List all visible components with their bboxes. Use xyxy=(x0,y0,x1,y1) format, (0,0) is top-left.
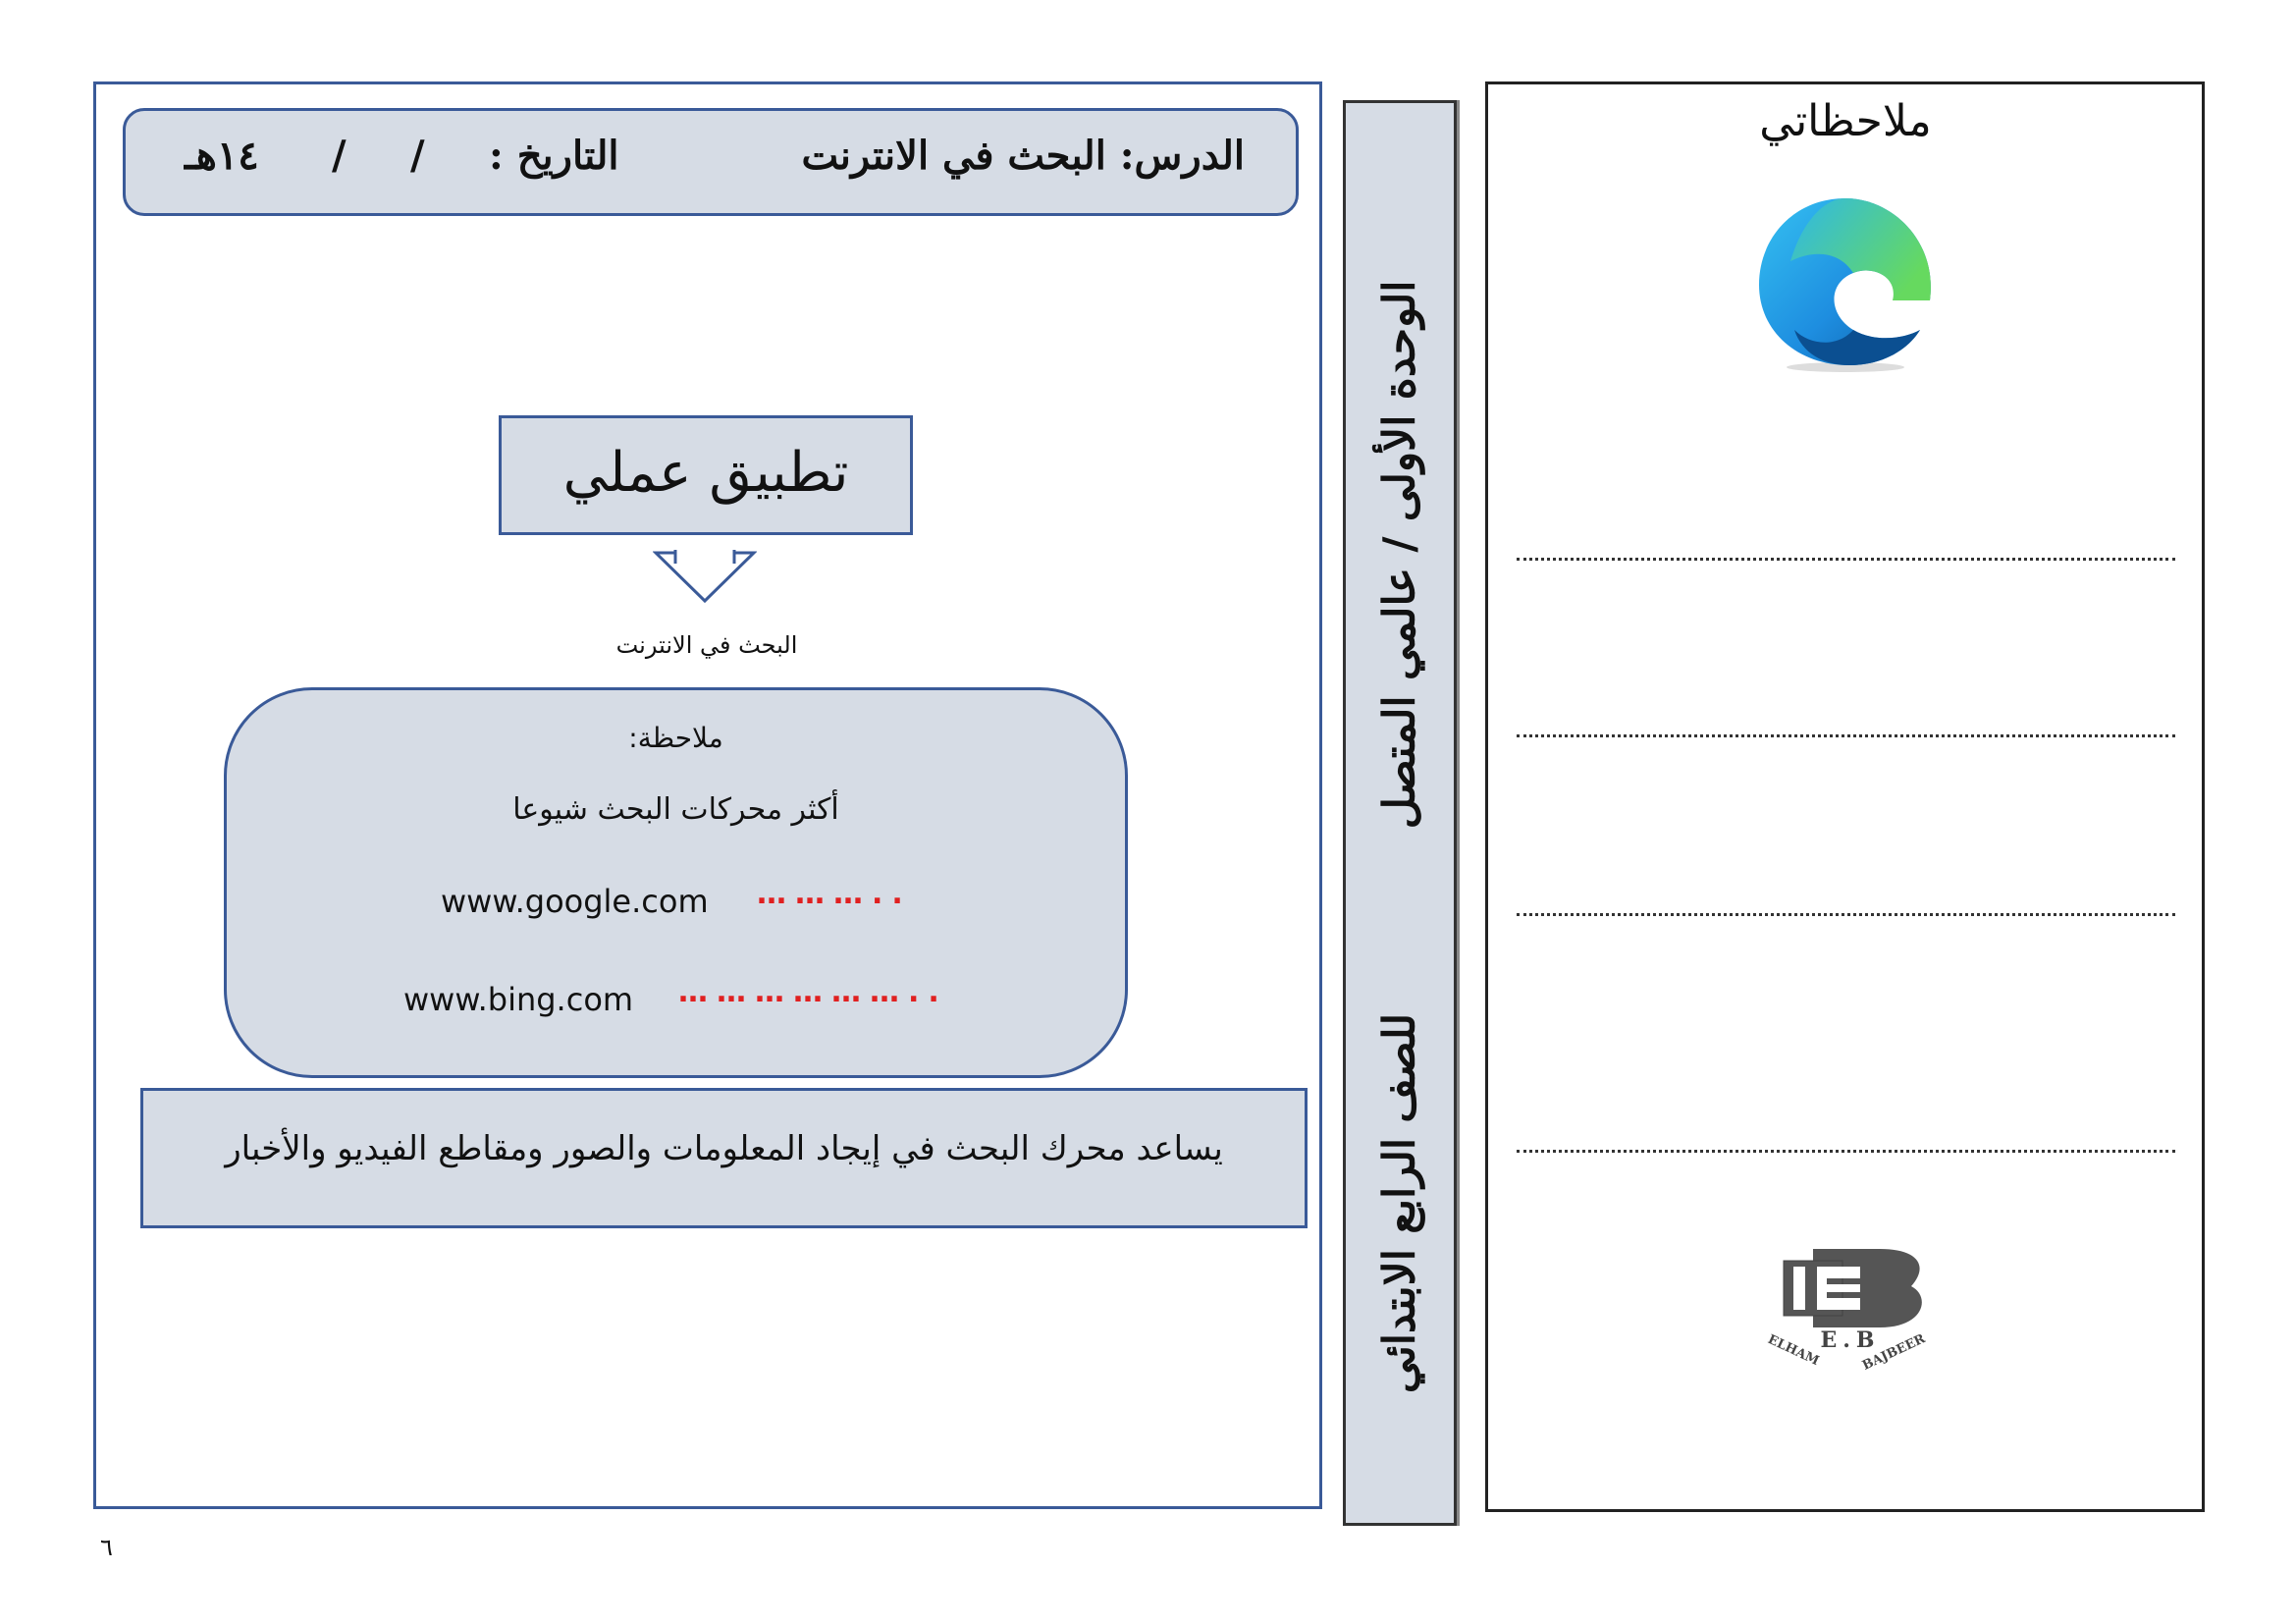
notes-title: ملاحظاتي xyxy=(1759,96,1932,146)
engine-url-bing: www.bing.com xyxy=(403,981,634,1018)
date-year: ١٤هـ xyxy=(185,133,259,179)
note-box xyxy=(224,687,1128,1078)
down-arrow-icon xyxy=(653,550,757,605)
lesson-header xyxy=(123,108,1299,216)
edge-browser-logo-icon xyxy=(1755,192,1936,373)
eb-logo-mark-icon xyxy=(1762,1249,1939,1327)
eb-logo xyxy=(1762,1249,1939,1381)
page-number: ٦ xyxy=(100,1534,113,1561)
eb-logo-name-first: ELHAM xyxy=(1765,1331,1822,1370)
notes-line xyxy=(1517,558,2175,561)
blank-line: ……….. xyxy=(757,877,912,911)
eb-logo-name-last: BAJBEER xyxy=(1860,1331,1928,1374)
practical-caption: البحث في الانترنت xyxy=(615,631,798,659)
note-heading: أكثر محركات البحث شيوعا xyxy=(512,792,839,827)
grade-title: للصف الرابع الابتدائي xyxy=(1374,1012,1425,1394)
summary-text: يساعد محرك البحث في إيجاد المعلومات والصور ومقاطع الفيديو والأخبار xyxy=(225,1129,1223,1168)
lesson-title: الدرس: البحث في الانترنت xyxy=(801,133,1245,179)
note-label: ملاحظة: xyxy=(628,722,723,754)
notes-line xyxy=(1517,1150,2175,1153)
notes-line xyxy=(1517,734,2175,737)
notes-line xyxy=(1517,913,2175,916)
engine-url-google: www.google.com xyxy=(441,883,709,920)
date-slash: / xyxy=(332,133,347,179)
summary-box xyxy=(140,1088,1308,1228)
date-label: التاريخ : xyxy=(489,133,619,179)
blank-line: ……………….. xyxy=(678,975,948,1009)
eb-logo-initials: E.B xyxy=(1820,1327,1881,1353)
unit-title: الوحدة الأولى / عالمي المتصل xyxy=(1374,280,1425,830)
practical-title-box xyxy=(499,415,913,535)
date-slash: / xyxy=(410,133,425,179)
practical-title: تطبيق عملي xyxy=(562,441,849,505)
